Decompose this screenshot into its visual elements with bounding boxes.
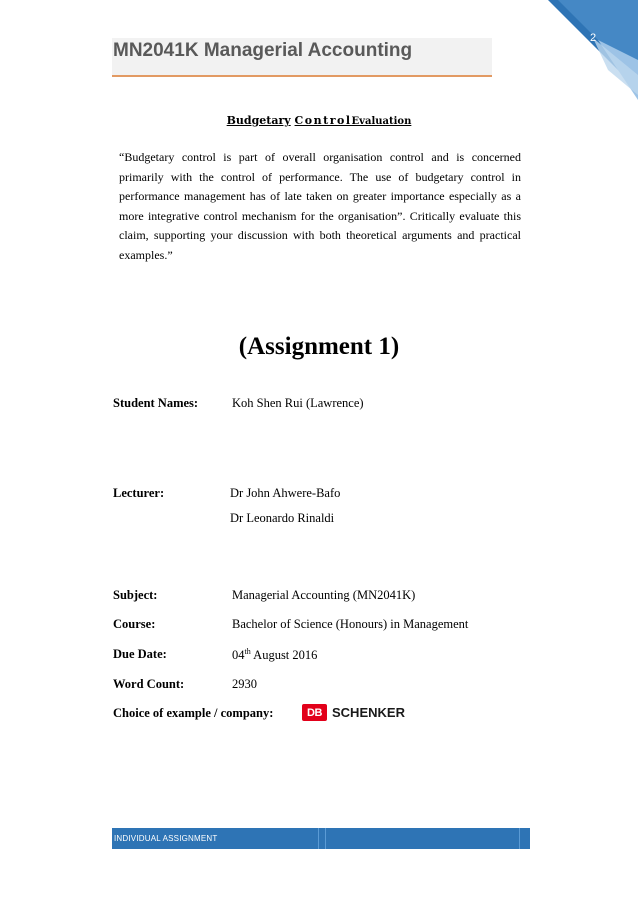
corner-decoration [538, 0, 638, 100]
company-choice-label: Choice of example / company: [113, 706, 274, 720]
subject-value: Managerial Accounting (MN2041K) [232, 588, 416, 602]
subtitle-part-2: Control [294, 114, 352, 127]
db-logo-icon [302, 704, 327, 721]
db-schenker-logo [302, 704, 405, 721]
db-logo-mark: DB [307, 706, 322, 719]
due-date-value [232, 647, 317, 663]
due-day-suffix: th [244, 647, 251, 656]
subtitle-part-3: Evaluation [351, 116, 412, 127]
footer-divider [318, 828, 319, 849]
word-count-label: Word Count: [113, 677, 185, 691]
subtitle-part-1: Budgetary [226, 114, 291, 127]
footer-divider [325, 828, 326, 849]
schenker-wordmark: SCHENKER [332, 705, 405, 720]
assignment-question: “Budgetary control is part of overall organisation control and is concerned primarily with the control of performance. The use of budgetary control in performance management has of late taken on greater importance especially as a more integrative control mechanism for the organisation”. Critically evaluate this claim, supporting your discussion with both theoretical arguments and practical examples.” [119, 150, 521, 262]
student-names-value: Koh Shen Rui (Lawrence) [232, 396, 364, 410]
subject-label: Subject: [113, 588, 158, 602]
due-date-label: Due Date: [113, 647, 167, 661]
footer-label: INDIVIDUAL ASSIGNMENT [114, 834, 218, 843]
header-title: MN2041K Managerial Accounting [113, 40, 413, 61]
word-count-value: 2930 [232, 677, 257, 691]
document-subtitle [0, 114, 638, 127]
lecturer-name-2: Dr Leonardo Rinaldi [230, 511, 335, 525]
footer-divider [519, 828, 520, 849]
course-label: Course: [113, 617, 156, 631]
student-names-label: Student Names: [113, 396, 199, 410]
header-rule [112, 75, 492, 77]
lecturer-name-1: Dr John Ahwere-Bafo [230, 486, 341, 500]
due-month-year: August 2016 [250, 648, 318, 663]
page-number: 2 [590, 32, 597, 44]
lecturer-label: Lecturer: [113, 486, 165, 500]
course-value: Bachelor of Science (Honours) in Management [232, 617, 469, 631]
due-day: 04 [232, 648, 245, 663]
assignment-title: (Assignment 1) [238, 333, 400, 360]
